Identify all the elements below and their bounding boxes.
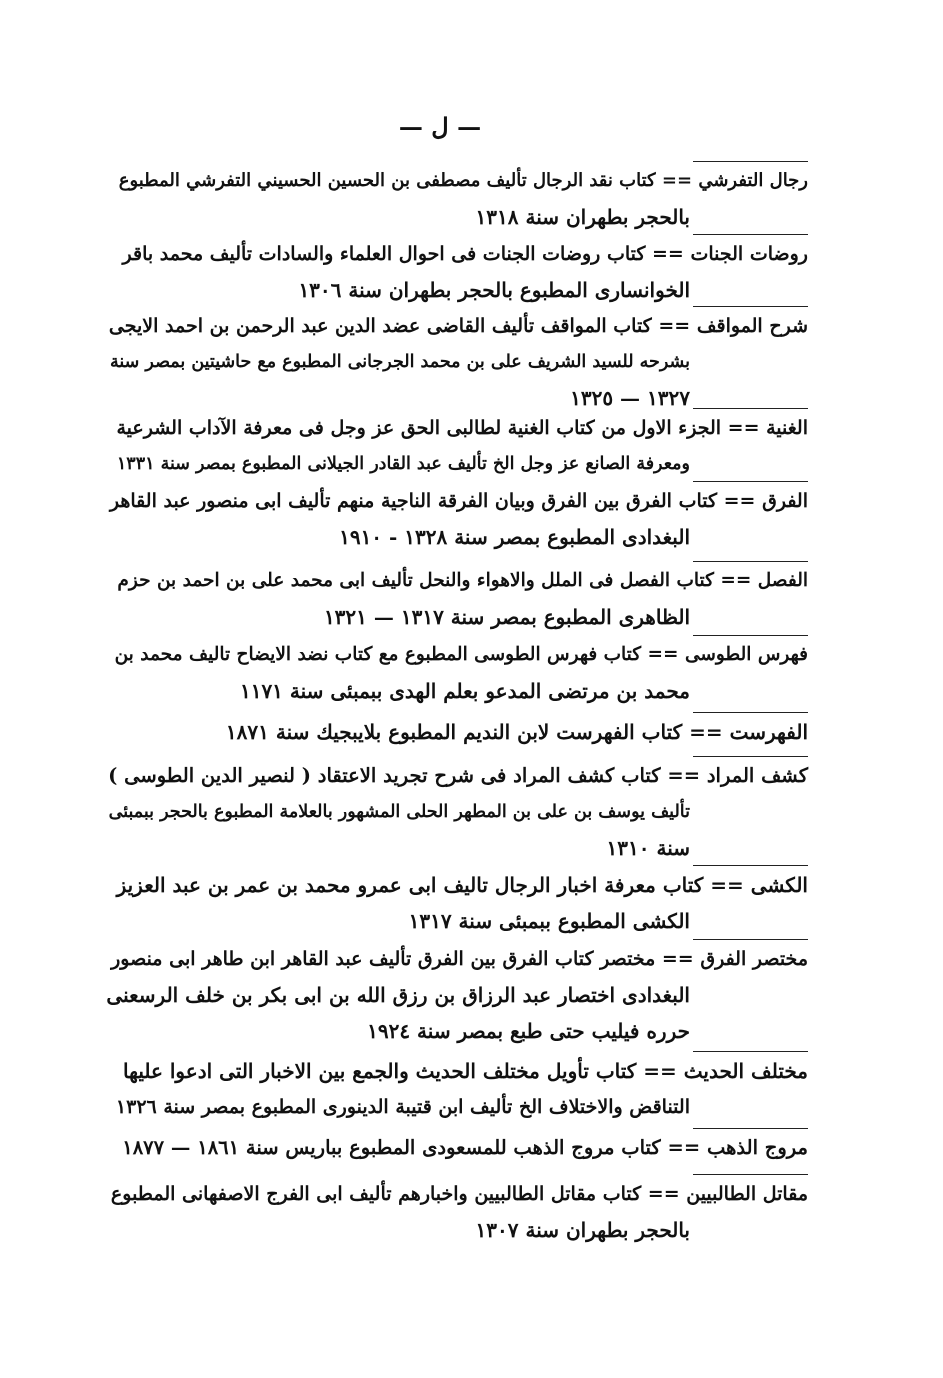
entry-term: مختلف الحديث xyxy=(683,1059,808,1083)
entry-continuation-line: ١٣٢٧ — ١٣٢٥ xyxy=(570,386,690,410)
entry-text: == كتاب كشف المراد فى شرح تجريد الاعتقاد ( لنصير الدين الطوسى ) xyxy=(108,764,707,787)
entry-separator-rule xyxy=(693,481,808,482)
entry-first-line xyxy=(109,312,808,340)
entry-text: == كتاب الفرق بين الفرق وبيان الفرقة الناجية منهم تأليف ابى منصور عبد القاهر xyxy=(109,490,763,512)
entry-text: == كتاب مقاتل الطالبيين واخبارهم تأليف ابى الفرج الاصفهانى المطبوع xyxy=(110,1183,687,1205)
entry-text: == كتاب تأويل مختلف الحديث والجمع بين الاخبار التى ادعوا عليها xyxy=(123,1059,684,1083)
entry-first-line xyxy=(117,567,808,595)
entry-continuation-line: ومعرفة الصانع عز وجل الخ تأليف عبد القادر الجيلانى المطبوع بمصر سنة ١٣٣١ xyxy=(116,454,690,474)
entry-continuation-line: البغدادى المطبوع بمصر سنة ١٣٢٨ - ١٩١٠ xyxy=(339,525,690,549)
entry-first-line xyxy=(119,167,808,195)
entry-first-line xyxy=(117,871,808,899)
entry-first-line xyxy=(110,487,808,515)
entry-first-line xyxy=(115,641,808,669)
entry-continuation-line: بالحجر بطهران سنة ١٣١٨ xyxy=(475,205,690,229)
entry-separator-rule xyxy=(693,1128,808,1129)
entry-term: الفصل xyxy=(757,570,808,591)
entry-term: الكشى xyxy=(750,873,808,897)
entry-continuation-line: الظاهرى المطبوع بمصر سنة ١٣١٧ — ١٣٢١ xyxy=(323,605,690,629)
entry-text: == كتاب فهرس الطوسى المطبوع مع كتاب نضد الايضاح تاليف محمد بن xyxy=(114,644,685,665)
entry-separator-rule xyxy=(693,408,808,409)
entry-first-line xyxy=(226,718,808,746)
entry-continuation-line: محمد بن مرتضى المدعو بعلم الهدى ببمبئى سنة ١١٧١ xyxy=(239,679,690,703)
entry-separator-rule xyxy=(693,712,808,713)
entry-term: شرح المواقف xyxy=(696,315,808,337)
entry-first-line xyxy=(123,240,808,268)
entry-text: == كتاب الفصل فى الملل والاهواء والنحل تأليف ابى محمد على بن احمد بن حزم xyxy=(117,570,758,591)
entry-continuation-line: سنة ١٣١٠ xyxy=(606,836,690,860)
entry-separator-rule xyxy=(693,1174,808,1175)
entry-continuation-line: بالحجر بطهران سنة ١٣٠٧ xyxy=(475,1218,690,1242)
entry-term: روضات الجنات xyxy=(690,243,808,265)
entry-text: == كتاب معرفة اخبار الرجال تاليف ابى عمرو محمد بن عمر بن عبد العزيز xyxy=(116,873,751,897)
entry-separator-rule xyxy=(693,561,808,562)
entry-separator-rule xyxy=(693,939,808,940)
entry-text: == كتاب مروج الذهب للمسعودى المطبوع بباريس سنة ١٨٦١ — ١٨٧٧ xyxy=(122,1136,707,1159)
entry-separator-rule xyxy=(693,306,808,307)
entry-first-line xyxy=(116,414,808,442)
entry-continuation-line: الكشى المطبوع ببمبئى سنة ١٣١٧ xyxy=(408,909,690,933)
entry-term: الغنية xyxy=(766,417,808,439)
entry-separator-rule xyxy=(693,756,808,757)
entry-text: == كتاب روضات الجنات فى احوال العلماء والسادات تأليف محمد باقر xyxy=(122,243,691,265)
entry-continuation-line: بشرحه للسيد الشريف على بن محمد الجرجانى المطبوع مع حاشيتين بمصر سنة xyxy=(110,352,690,372)
entry-term: الفهرست xyxy=(729,720,808,744)
entry-first-line xyxy=(111,945,808,973)
entry-first-line xyxy=(111,1180,808,1208)
entry-first-line xyxy=(123,1057,808,1085)
entry-text: == كتاب الفهرست لابن النديم المطبوع بلايبجيك سنة ١٨٧١ xyxy=(225,720,730,744)
entry-continuation-line: حرره فيليب حتى طبع بمصر سنة ١٩٢٤ xyxy=(367,1019,690,1043)
entry-term: فهرس الطوسى xyxy=(684,644,808,665)
entry-continuation-line: تأليف يوسف بن على بن المطهر الحلى المشهور بالعلامة المطبوع بالحجر ببمبئى xyxy=(108,802,690,822)
entry-separator-rule xyxy=(693,161,808,162)
entry-text: == الجزء الاول من كتاب الغنية لطالبى الحق عز وجل فى معرفة الآداب الشرعية xyxy=(116,417,767,439)
entry-term: مروج الذهب xyxy=(706,1136,808,1159)
entry-separator-rule xyxy=(693,865,808,866)
entry-continuation-line: البغدادى اختصار عبد الرزاق بن رزق الله بن ابى بكر بن خلف الرسعنى xyxy=(106,983,690,1007)
entry-term: مقاتل الطالبيين xyxy=(686,1183,808,1205)
entry-text: == كتاب المواقف تأليف القاضى عضد الدين عبد الرحمن بن احمد الايجى xyxy=(108,315,697,337)
entry-continuation-line: التناقض والاختلاف الخ تأليف ابن قتيبة الدينورى المطبوع بمصر سنة ١٣٢٦ xyxy=(115,1096,690,1118)
entry-first-line xyxy=(108,762,808,790)
entry-separator-rule xyxy=(693,635,808,636)
entry-text: == كتاب نقد الرجال تأليف مصطفى بن الحسين الحسيني التفرشي المطبوع xyxy=(118,170,699,191)
entry-term: الفرق xyxy=(762,490,808,512)
entry-first-line xyxy=(122,1134,808,1162)
page-number: — ل — xyxy=(398,112,482,141)
entry-term: رجال التفرشي xyxy=(698,170,808,191)
entry-separator-rule xyxy=(693,1051,808,1052)
entry-continuation-line: الخوانسارى المطبوع بالحجر بطهران سنة ١٣٠٦ xyxy=(298,278,690,302)
entry-text: == مختصر كتاب الفرق بين الفرق تأليف عبد القاهر ابن طاهر ابى منصور xyxy=(111,948,701,970)
entry-term: مختصر الفرق xyxy=(700,948,808,970)
entry-term: كشف المراد xyxy=(706,764,808,787)
entry-separator-rule xyxy=(693,234,808,235)
